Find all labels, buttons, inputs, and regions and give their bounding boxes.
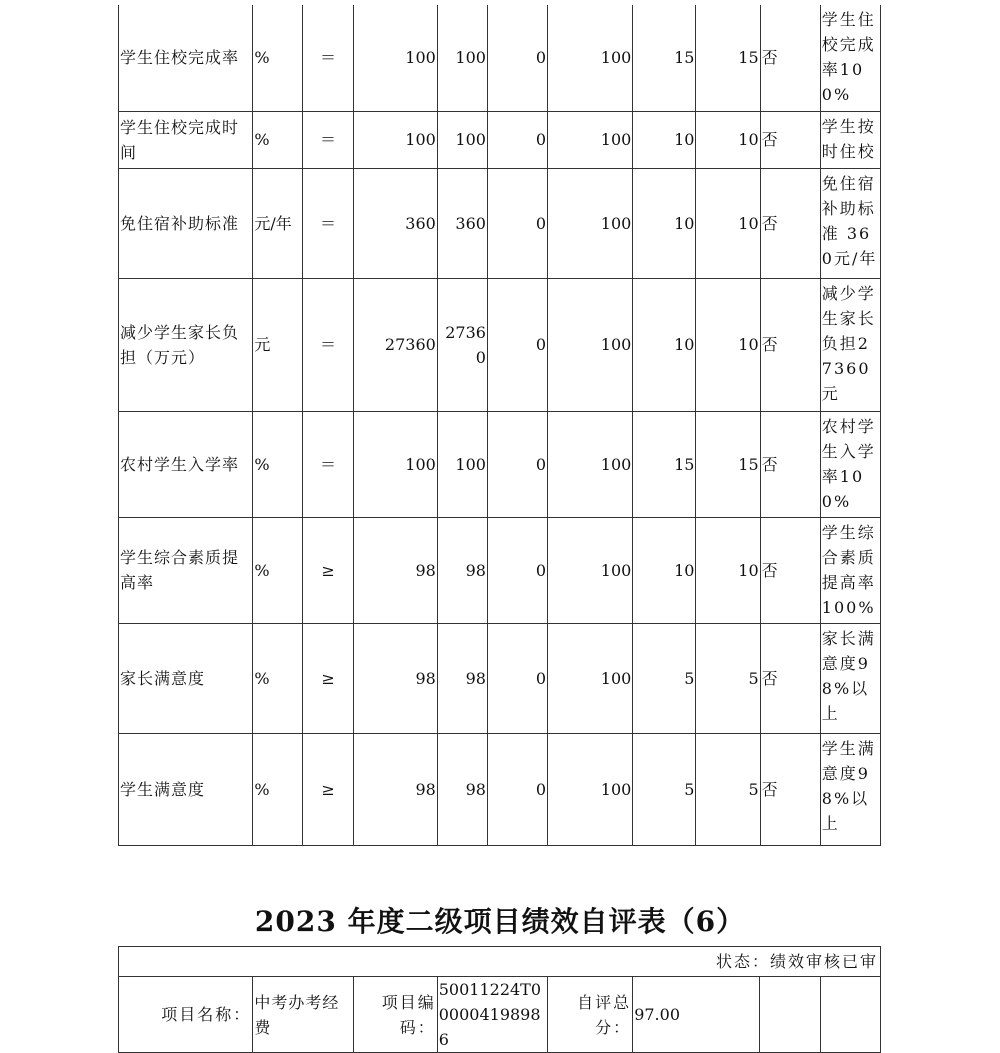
empty-cell <box>820 977 880 1053</box>
indicator-weight: 15 <box>633 411 696 517</box>
indicator-unit: % <box>253 111 303 168</box>
indicator-score: 10 <box>696 168 760 278</box>
indicator-name: 学生综合素质提高率 <box>119 517 253 623</box>
indicator-score: 5 <box>696 733 760 845</box>
indicator-operator: ＝ <box>303 278 353 411</box>
indicator-weight: 5 <box>633 733 696 845</box>
indicator-flag: 否 <box>760 278 820 411</box>
indicator-name: 家长满意度 <box>119 623 253 733</box>
project-code-value: 50011224T000004198986 <box>437 977 547 1053</box>
indicator-actual: 27360 <box>437 278 487 411</box>
table-row <box>119 168 881 278</box>
indicator-rate: 100 <box>548 623 633 733</box>
indicator-target: 98 <box>353 733 437 845</box>
self-score-value: 97.00 <box>633 977 760 1053</box>
indicator-flag: 否 <box>760 623 820 733</box>
indicator-weight: 10 <box>633 111 696 168</box>
indicator-table <box>118 5 881 846</box>
indicator-unit: 元 <box>253 278 303 411</box>
indicator-weight: 15 <box>633 5 696 111</box>
table-row <box>119 517 881 623</box>
indicator-flag: 否 <box>760 5 820 111</box>
indicator-actual: 98 <box>437 517 487 623</box>
self-score-label: 自评总分： <box>547 977 632 1053</box>
indicator-unit: % <box>253 5 303 111</box>
indicator-weight: 5 <box>633 623 696 733</box>
indicator-name: 农村学生入学率 <box>119 411 253 517</box>
indicator-difference: 0 <box>487 411 547 517</box>
indicator-rate: 100 <box>548 111 633 168</box>
indicator-actual: 100 <box>437 5 487 111</box>
indicator-operator: ＝ <box>303 111 353 168</box>
indicator-flag: 否 <box>760 517 820 623</box>
indicator-rate: 100 <box>548 517 633 623</box>
indicator-description: 家长满意度98%以上 <box>820 623 880 733</box>
indicator-difference: 0 <box>487 5 547 111</box>
indicator-actual: 360 <box>437 168 487 278</box>
indicator-description: 减少学生家长负担27360元 <box>820 278 880 411</box>
indicator-name: 学生住校完成率 <box>119 5 253 111</box>
indicator-difference: 0 <box>487 278 547 411</box>
indicator-actual: 98 <box>437 623 487 733</box>
indicator-name: 学生满意度 <box>119 733 253 845</box>
indicator-actual: 100 <box>437 411 487 517</box>
indicator-description: 学生满意度98%以上 <box>820 733 880 845</box>
indicator-weight: 10 <box>633 168 696 278</box>
indicator-description: 农村学生入学率100% <box>820 411 880 517</box>
indicator-unit: % <box>253 517 303 623</box>
indicator-score: 10 <box>696 278 760 411</box>
indicator-score: 10 <box>696 111 760 168</box>
form-title: 2023 年度二级项目绩效自评表（6） <box>254 905 746 938</box>
indicator-difference: 0 <box>487 733 547 845</box>
indicator-weight: 10 <box>633 517 696 623</box>
status-text: 状态：绩效审核已审 <box>119 947 881 977</box>
indicator-difference: 0 <box>487 168 547 278</box>
indicator-difference: 0 <box>487 111 547 168</box>
indicator-name: 免住宿补助标准 <box>119 168 253 278</box>
table-row <box>119 5 881 111</box>
indicator-actual: 98 <box>437 733 487 845</box>
indicator-operator: ＝ <box>303 411 353 517</box>
indicator-operator: ≥ <box>303 517 353 623</box>
indicator-rate: 100 <box>548 733 633 845</box>
indicator-operator: ＝ <box>303 168 353 278</box>
indicator-score: 5 <box>696 623 760 733</box>
indicator-target: 100 <box>353 5 437 111</box>
indicator-unit: % <box>253 623 303 733</box>
indicator-rate: 100 <box>548 168 633 278</box>
indicator-operator: ＝ <box>303 5 353 111</box>
table-row <box>119 623 881 733</box>
indicator-score: 15 <box>696 411 760 517</box>
indicator-unit: % <box>253 411 303 517</box>
indicator-target: 360 <box>353 168 437 278</box>
indicator-flag: 否 <box>760 733 820 845</box>
indicator-flag: 否 <box>760 168 820 278</box>
empty-cell <box>760 977 820 1053</box>
indicator-description: 学生综合素质提高率100% <box>820 517 880 623</box>
indicator-target: 98 <box>353 623 437 733</box>
project-info-table <box>118 946 881 1053</box>
indicator-target: 100 <box>353 411 437 517</box>
table-row <box>119 111 881 168</box>
indicator-score: 15 <box>696 5 760 111</box>
indicator-rate: 100 <box>548 5 633 111</box>
indicator-name: 学生住校完成时间 <box>119 111 253 168</box>
indicator-name: 减少学生家长负担（万元） <box>119 278 253 411</box>
project-name-label: 项目名称： <box>119 977 253 1053</box>
table-row <box>119 411 881 517</box>
indicator-unit: % <box>253 733 303 845</box>
indicator-score: 10 <box>696 517 760 623</box>
indicator-target: 27360 <box>353 278 437 411</box>
indicator-rate: 100 <box>548 411 633 517</box>
table-row <box>119 733 881 845</box>
indicator-rate: 100 <box>548 278 633 411</box>
indicator-description: 学生按时住校 <box>820 111 880 168</box>
indicator-description: 学生住校完成率100% <box>820 5 880 111</box>
indicator-flag: 否 <box>760 111 820 168</box>
indicator-difference: 0 <box>487 623 547 733</box>
indicator-unit: 元/年 <box>253 168 303 278</box>
indicator-operator: ≥ <box>303 623 353 733</box>
indicator-weight: 10 <box>633 278 696 411</box>
project-code-label: 项目编码： <box>353 977 437 1053</box>
indicator-flag: 否 <box>760 411 820 517</box>
table-row <box>119 278 881 411</box>
indicator-target: 98 <box>353 517 437 623</box>
project-name-value: 中考办考经费 <box>253 977 353 1053</box>
indicator-operator: ≥ <box>303 733 353 845</box>
indicator-target: 100 <box>353 111 437 168</box>
indicator-description: 免住宿补助标准 360元/年 <box>820 168 880 278</box>
indicator-difference: 0 <box>487 517 547 623</box>
indicator-actual: 100 <box>437 111 487 168</box>
